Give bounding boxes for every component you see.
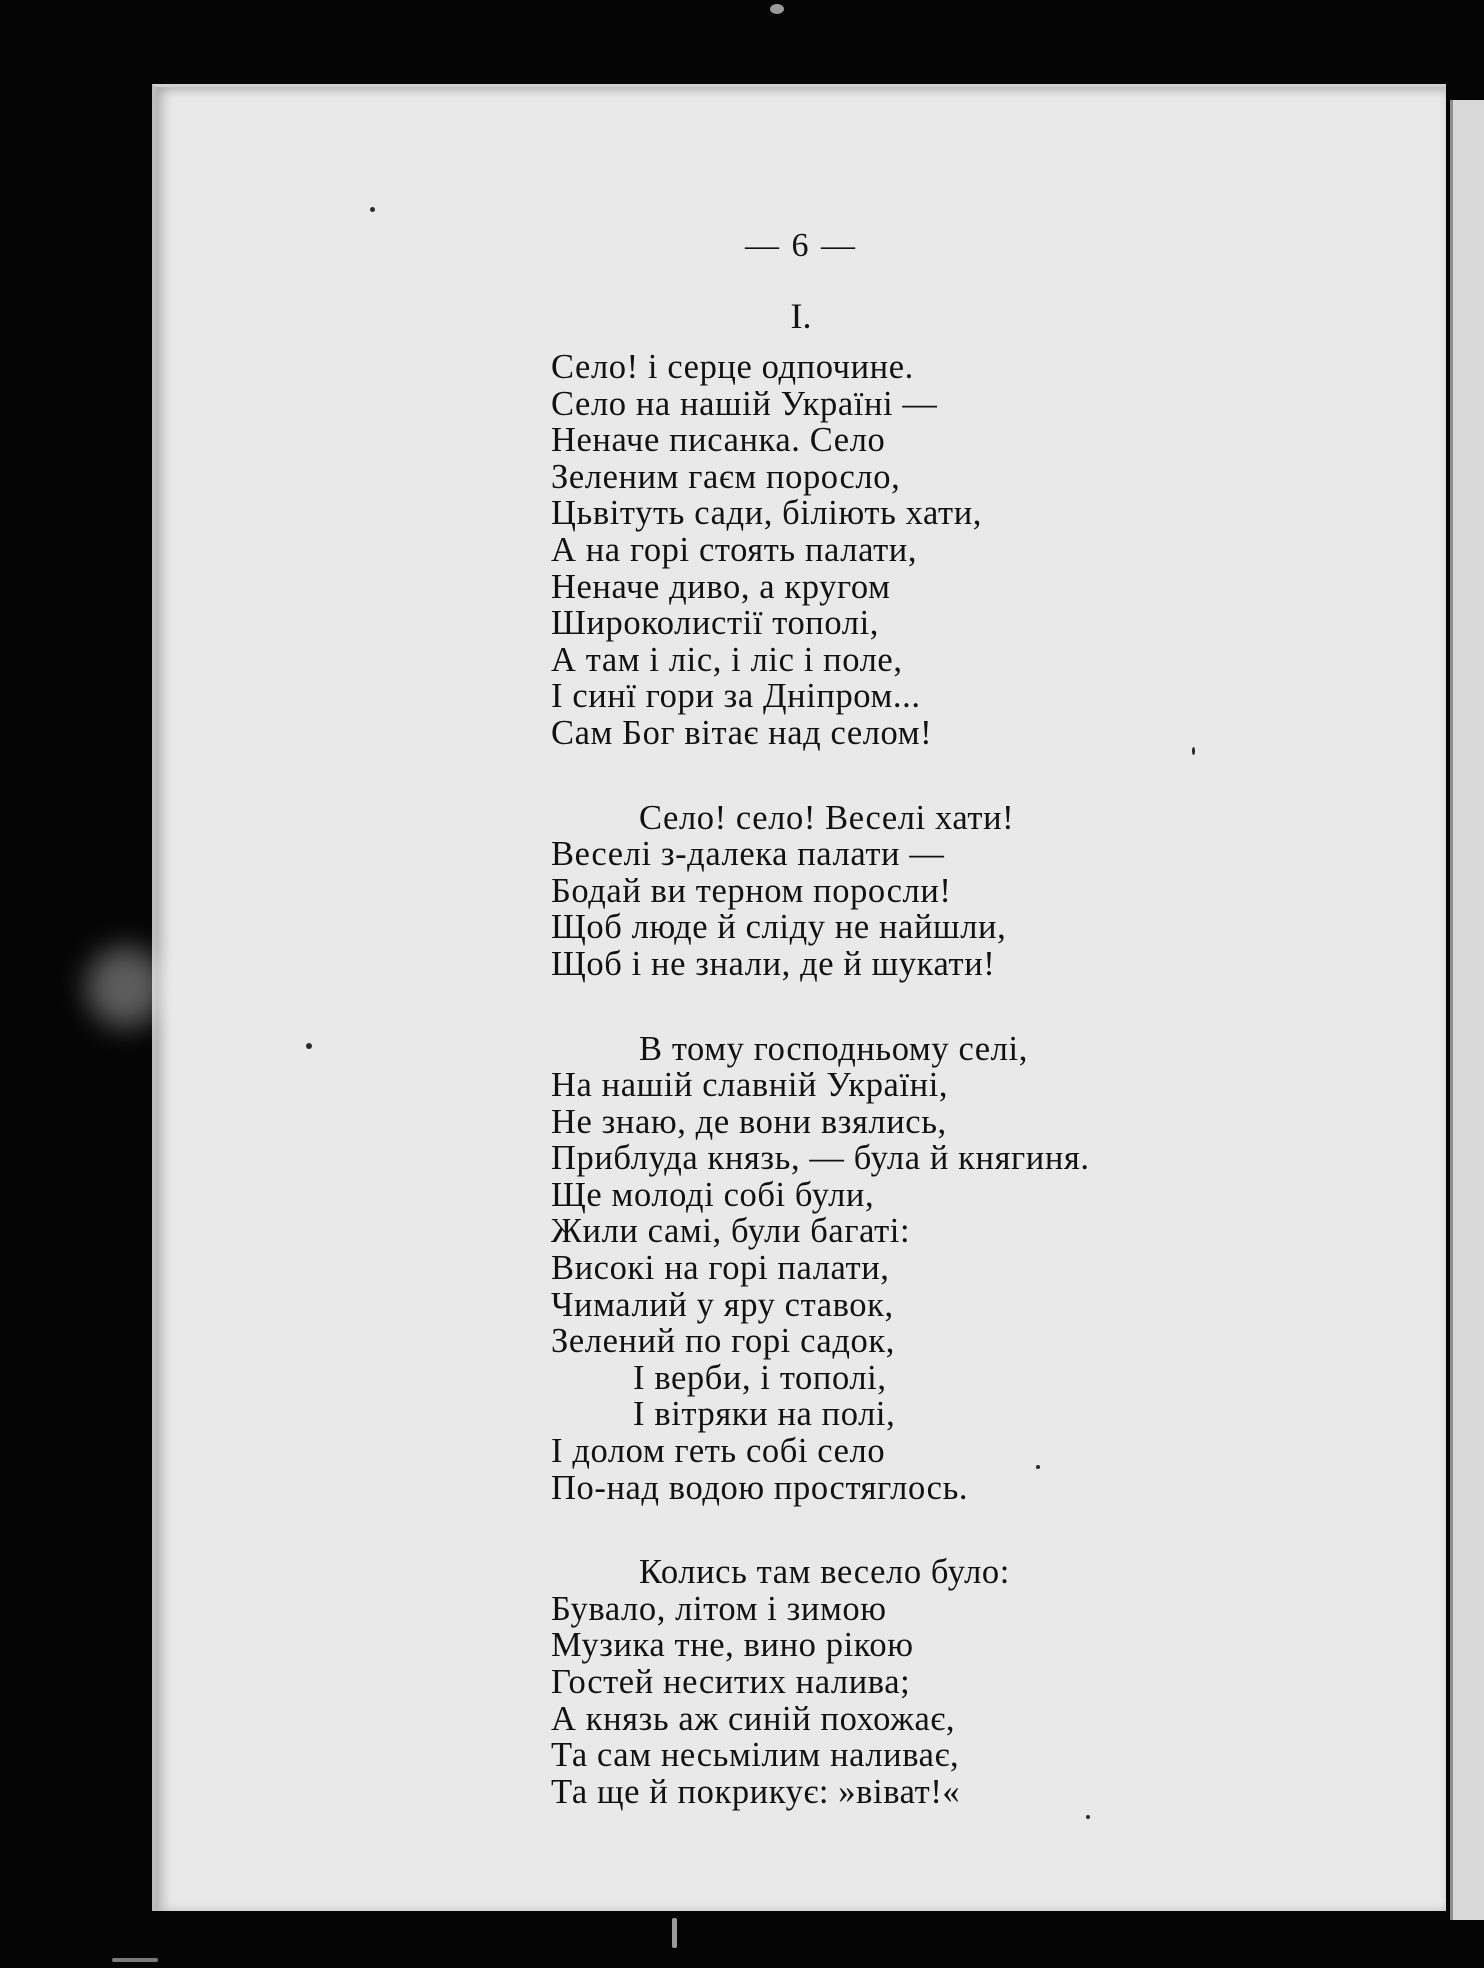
adjacent-page-edge (1450, 100, 1484, 1920)
poem-line: Село! село! Веселі хати! (639, 798, 1015, 837)
dust-speck (1192, 747, 1195, 755)
poem-line: Щоб і не знали, де й шукати! (551, 944, 996, 983)
poem-line: По-над водою простяглось. (551, 1468, 969, 1507)
stanza-1 (551, 349, 1090, 752)
poem-line: Чималий у яру ставок, (551, 1285, 894, 1324)
poem-line: Село! і серце одпочине. (551, 348, 914, 386)
poem-line: Гостей неситих налива; (551, 1663, 911, 1701)
poem-line: Сам Бог вітає над селом! (551, 713, 933, 752)
dust-speck (770, 4, 784, 14)
poem-line: Ще молоді собі були, (551, 1175, 875, 1214)
poem-line: Бодай ви терном поросли! (551, 871, 952, 910)
poem-line: Неначе писанка. Село (551, 421, 886, 460)
page-number: — 6 — (745, 227, 857, 264)
poem-line: Бувало, літом і зимою (551, 1589, 887, 1628)
poem-line: Колись там весело було: (639, 1553, 1010, 1592)
poem-line: В тому господньому селі, (639, 1029, 1028, 1068)
poem-line: Музика тне, вино рікою (551, 1626, 914, 1665)
poem-line: Високі на горі палати, (551, 1249, 890, 1288)
poem-line: Не знаю, де вони взялись, (551, 1102, 947, 1141)
poem-line: Широколистії тополі, (551, 604, 879, 643)
poem-line: А на горі стоять палати, (551, 530, 918, 569)
poem-line: Та ще й покрикує: »віват!« (551, 1772, 961, 1811)
stanza-2 (551, 800, 1090, 983)
poem-line: Щоб люде й сліду не найшли, (551, 908, 1007, 947)
poem-line: І верби, і тополі, (633, 1358, 887, 1397)
poem-line: Та сам несьмілим наливає, (551, 1736, 960, 1775)
dust-speck (1036, 1465, 1040, 1469)
poem-line: На нашій славній Україні, (551, 1066, 949, 1105)
poem-text (551, 349, 1090, 1858)
poem-line: Жили самі, були багаті: (551, 1212, 911, 1251)
poem-line: А князь аж синій похожає, (551, 1699, 956, 1738)
light-glare (86, 947, 166, 1027)
dust-speck (370, 207, 375, 212)
poem-line: Село на нашій Україні — (551, 384, 938, 423)
dust-speck (306, 1043, 312, 1049)
poem-line: А там і ліс, і ліс і поле, (551, 640, 903, 679)
book-page (152, 84, 1446, 1911)
stanza-3 (551, 1031, 1090, 1507)
stanza-4 (551, 1554, 1090, 1810)
poem-line: Цьвітуть сади, біліють хати, (551, 494, 983, 533)
poem-line: І долом геть собі село (551, 1432, 886, 1471)
poem-line: Зеленим гаєм поросло, (551, 457, 901, 496)
poem-line: Неначе диво, а кругом (551, 567, 891, 606)
dust-speck (112, 1958, 158, 1962)
poem-line: Зелений по горі садок, (551, 1322, 895, 1361)
section-numeral: I. (790, 296, 812, 336)
poem-line: І синї гори за Дніпром... (551, 677, 921, 716)
dust-speck (1086, 1815, 1090, 1819)
poem-line: І вітряки на полі, (633, 1395, 896, 1434)
poem-line: Приблуда князь, — була й княгиня. (551, 1139, 1090, 1178)
poem-line: Веселі з-далека палати — (551, 835, 945, 874)
dust-speck (672, 1918, 677, 1948)
